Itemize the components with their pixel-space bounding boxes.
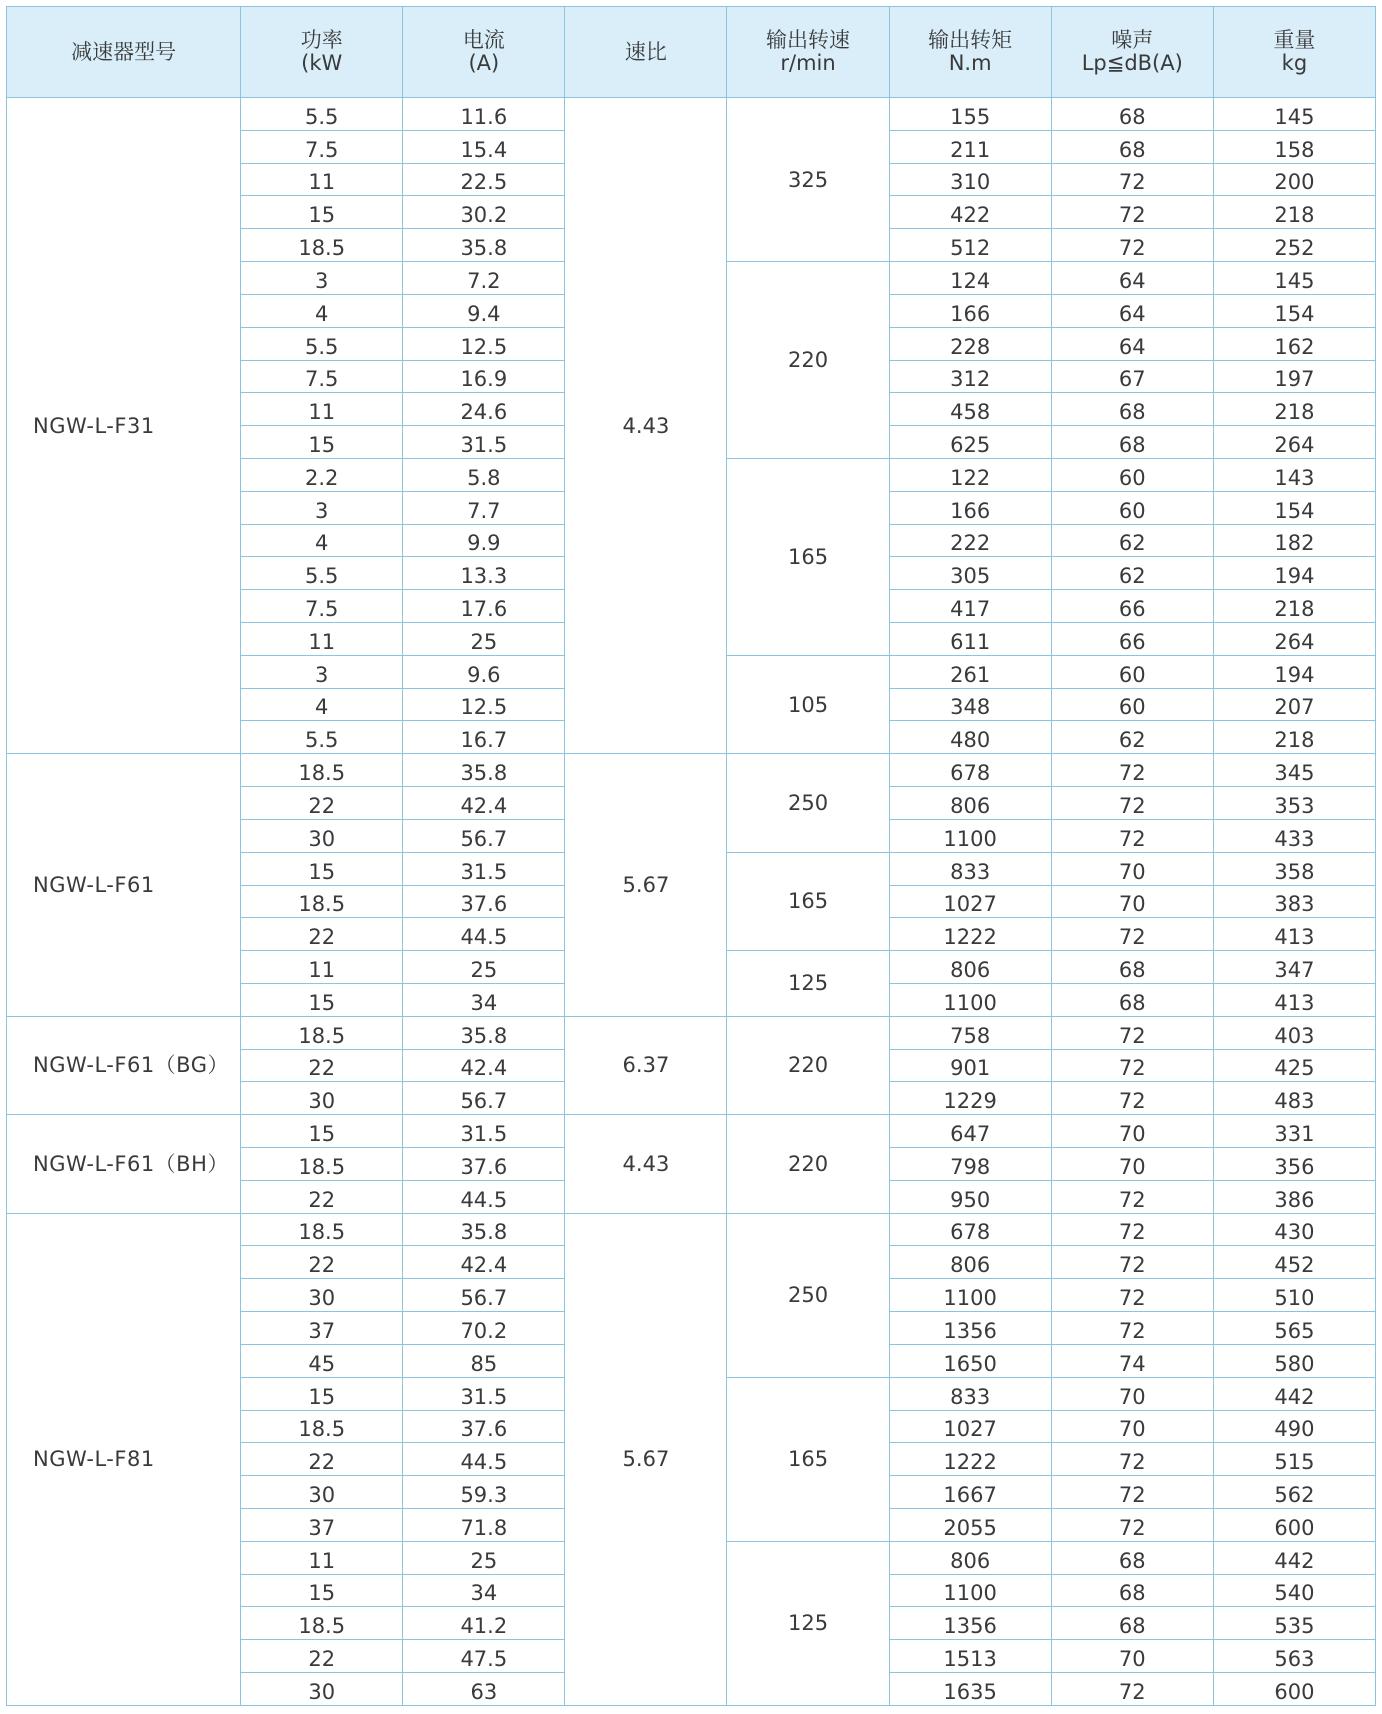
noise-cell: 72 <box>1051 1049 1213 1082</box>
power-cell: 45 <box>241 1344 403 1377</box>
output-torque-cell: 166 <box>889 294 1051 327</box>
output-speed-cell: 220 <box>727 262 889 459</box>
ratio-cell: 5.67 <box>565 1213 727 1705</box>
noise-cell: 68 <box>1051 951 1213 984</box>
weight-cell: 194 <box>1213 655 1375 688</box>
output-torque-cell: 1100 <box>889 1279 1051 1312</box>
weight-cell: 358 <box>1213 852 1375 885</box>
output-torque-cell: 422 <box>889 196 1051 229</box>
noise-cell: 60 <box>1051 655 1213 688</box>
noise-cell: 72 <box>1051 787 1213 820</box>
output-speed-cell: 250 <box>727 754 889 852</box>
header-noise: 噪声 Lp≦dB(A) <box>1051 7 1213 98</box>
table-row <box>7 1213 1376 1246</box>
output-torque-cell: 305 <box>889 557 1051 590</box>
ratio-cell: 5.67 <box>565 754 727 1017</box>
power-cell: 22 <box>241 918 403 951</box>
weight-cell: 386 <box>1213 1180 1375 1213</box>
weight-cell: 264 <box>1213 426 1375 459</box>
output-torque-cell: 1650 <box>889 1344 1051 1377</box>
power-cell: 18.5 <box>241 1607 403 1640</box>
noise-cell: 68 <box>1051 426 1213 459</box>
output-torque-cell: 1635 <box>889 1673 1051 1706</box>
noise-cell: 67 <box>1051 360 1213 393</box>
current-cell: 31.5 <box>403 1377 565 1410</box>
current-cell: 70.2 <box>403 1312 565 1345</box>
noise-cell: 66 <box>1051 590 1213 623</box>
noise-cell: 72 <box>1051 1213 1213 1246</box>
output-torque-cell: 806 <box>889 1541 1051 1574</box>
power-cell: 30 <box>241 1279 403 1312</box>
weight-cell: 145 <box>1213 262 1375 295</box>
power-cell: 3 <box>241 655 403 688</box>
current-cell: 9.4 <box>403 294 565 327</box>
weight-cell: 200 <box>1213 163 1375 196</box>
weight-cell: 425 <box>1213 1049 1375 1082</box>
weight-cell: 218 <box>1213 393 1375 426</box>
weight-cell: 452 <box>1213 1246 1375 1279</box>
spec-table-container <box>6 6 1376 1706</box>
output-torque-cell: 806 <box>889 1246 1051 1279</box>
power-cell: 11 <box>241 623 403 656</box>
model-cell: NGW-L-F31 <box>7 98 241 754</box>
output-speed-cell: 220 <box>727 1115 889 1213</box>
weight-cell: 218 <box>1213 196 1375 229</box>
power-cell: 30 <box>241 1082 403 1115</box>
current-cell: 56.7 <box>403 1082 565 1115</box>
output-torque-cell: 155 <box>889 98 1051 131</box>
noise-cell: 70 <box>1051 1410 1213 1443</box>
current-cell: 16.7 <box>403 721 565 754</box>
noise-cell: 62 <box>1051 524 1213 557</box>
weight-cell: 347 <box>1213 951 1375 984</box>
current-cell: 37.6 <box>403 1410 565 1443</box>
weight-cell: 194 <box>1213 557 1375 590</box>
table-row <box>7 1115 1376 1148</box>
model-cell: NGW-L-F61（BG） <box>7 1016 241 1114</box>
power-cell: 18.5 <box>241 1148 403 1181</box>
weight-cell: 353 <box>1213 787 1375 820</box>
power-cell: 15 <box>241 1115 403 1148</box>
output-torque-cell: 678 <box>889 1213 1051 1246</box>
current-cell: 37.6 <box>403 885 565 918</box>
table-row <box>7 1016 1376 1049</box>
header-power: 功率 (kW <box>241 7 403 98</box>
power-cell: 22 <box>241 1180 403 1213</box>
power-cell: 15 <box>241 426 403 459</box>
output-torque-cell: 901 <box>889 1049 1051 1082</box>
noise-cell: 72 <box>1051 819 1213 852</box>
output-speed-cell: 125 <box>727 951 889 1017</box>
output-speed-cell: 125 <box>727 1541 889 1705</box>
weight-cell: 143 <box>1213 458 1375 491</box>
power-cell: 18.5 <box>241 885 403 918</box>
noise-cell: 70 <box>1051 852 1213 885</box>
weight-cell: 182 <box>1213 524 1375 557</box>
power-cell: 5.5 <box>241 98 403 131</box>
power-cell: 22 <box>241 1246 403 1279</box>
power-cell: 11 <box>241 163 403 196</box>
noise-cell: 70 <box>1051 1640 1213 1673</box>
noise-cell: 70 <box>1051 885 1213 918</box>
noise-cell: 68 <box>1051 393 1213 426</box>
weight-cell: 252 <box>1213 229 1375 262</box>
power-cell: 15 <box>241 1574 403 1607</box>
power-cell: 4 <box>241 524 403 557</box>
header-ratio: 速比 <box>565 7 727 98</box>
current-cell: 35.8 <box>403 754 565 787</box>
noise-cell: 68 <box>1051 98 1213 131</box>
header-current: 电流 (A) <box>403 7 565 98</box>
model-cell: NGW-L-F81 <box>7 1213 241 1705</box>
current-cell: 24.6 <box>403 393 565 426</box>
output-torque-cell: 1222 <box>889 1443 1051 1476</box>
output-torque-cell: 950 <box>889 1180 1051 1213</box>
current-cell: 35.8 <box>403 1016 565 1049</box>
power-cell: 18.5 <box>241 1213 403 1246</box>
current-cell: 44.5 <box>403 1180 565 1213</box>
weight-cell: 145 <box>1213 98 1375 131</box>
table-row <box>7 754 1376 787</box>
power-cell: 5.5 <box>241 721 403 754</box>
output-torque-cell: 312 <box>889 360 1051 393</box>
weight-cell: 162 <box>1213 327 1375 360</box>
output-torque-cell: 611 <box>889 623 1051 656</box>
output-torque-cell: 1222 <box>889 918 1051 951</box>
weight-cell: 383 <box>1213 885 1375 918</box>
output-torque-cell: 758 <box>889 1016 1051 1049</box>
power-cell: 4 <box>241 294 403 327</box>
current-cell: 7.2 <box>403 262 565 295</box>
current-cell: 31.5 <box>403 426 565 459</box>
current-cell: 44.5 <box>403 1443 565 1476</box>
current-cell: 31.5 <box>403 852 565 885</box>
ratio-cell: 4.43 <box>565 1115 727 1213</box>
output-torque-cell: 1027 <box>889 885 1051 918</box>
current-cell: 13.3 <box>403 557 565 590</box>
current-cell: 5.8 <box>403 458 565 491</box>
noise-cell: 72 <box>1051 1246 1213 1279</box>
current-cell: 47.5 <box>403 1640 565 1673</box>
weight-cell: 356 <box>1213 1148 1375 1181</box>
current-cell: 9.6 <box>403 655 565 688</box>
weight-cell: 483 <box>1213 1082 1375 1115</box>
output-torque-cell: 647 <box>889 1115 1051 1148</box>
noise-cell: 72 <box>1051 1082 1213 1115</box>
current-cell: 31.5 <box>403 1115 565 1148</box>
noise-cell: 60 <box>1051 458 1213 491</box>
current-cell: 42.4 <box>403 787 565 820</box>
current-cell: 63 <box>403 1673 565 1706</box>
weight-cell: 403 <box>1213 1016 1375 1049</box>
noise-cell: 60 <box>1051 491 1213 524</box>
current-cell: 34 <box>403 983 565 1016</box>
noise-cell: 68 <box>1051 1541 1213 1574</box>
current-cell: 17.6 <box>403 590 565 623</box>
output-torque-cell: 348 <box>889 688 1051 721</box>
power-cell: 22 <box>241 1049 403 1082</box>
output-torque-cell: 261 <box>889 655 1051 688</box>
current-cell: 25 <box>403 951 565 984</box>
output-speed-cell: 325 <box>727 98 889 262</box>
power-cell: 15 <box>241 1377 403 1410</box>
output-torque-cell: 222 <box>889 524 1051 557</box>
weight-cell: 600 <box>1213 1673 1375 1706</box>
current-cell: 7.7 <box>403 491 565 524</box>
weight-cell: 154 <box>1213 294 1375 327</box>
current-cell: 44.5 <box>403 918 565 951</box>
current-cell: 25 <box>403 623 565 656</box>
current-cell: 11.6 <box>403 98 565 131</box>
power-cell: 18.5 <box>241 1016 403 1049</box>
current-cell: 16.9 <box>403 360 565 393</box>
output-speed-cell: 165 <box>727 458 889 655</box>
noise-cell: 72 <box>1051 196 1213 229</box>
output-torque-cell: 1100 <box>889 819 1051 852</box>
weight-cell: 515 <box>1213 1443 1375 1476</box>
weight-cell: 430 <box>1213 1213 1375 1246</box>
output-torque-cell: 228 <box>889 327 1051 360</box>
weight-cell: 413 <box>1213 918 1375 951</box>
weight-cell: 345 <box>1213 754 1375 787</box>
output-speed-cell: 165 <box>727 1377 889 1541</box>
current-cell: 35.8 <box>403 229 565 262</box>
power-cell: 22 <box>241 1640 403 1673</box>
model-cell: NGW-L-F61 <box>7 754 241 1017</box>
output-speed-cell: 220 <box>727 1016 889 1114</box>
power-cell: 2.2 <box>241 458 403 491</box>
power-cell: 7.5 <box>241 360 403 393</box>
output-torque-cell: 458 <box>889 393 1051 426</box>
power-cell: 3 <box>241 262 403 295</box>
output-speed-cell: 250 <box>727 1213 889 1377</box>
current-cell: 34 <box>403 1574 565 1607</box>
table-body <box>7 98 1376 1706</box>
header-model: 减速器型号 <box>7 7 241 98</box>
current-cell: 41.2 <box>403 1607 565 1640</box>
noise-cell: 70 <box>1051 1115 1213 1148</box>
weight-cell: 510 <box>1213 1279 1375 1312</box>
current-cell: 30.2 <box>403 196 565 229</box>
output-torque-cell: 1356 <box>889 1607 1051 1640</box>
output-torque-cell: 2055 <box>889 1508 1051 1541</box>
noise-cell: 72 <box>1051 1673 1213 1706</box>
output-torque-cell: 211 <box>889 130 1051 163</box>
weight-cell: 154 <box>1213 491 1375 524</box>
ratio-cell: 6.37 <box>565 1016 727 1114</box>
weight-cell: 442 <box>1213 1377 1375 1410</box>
noise-cell: 72 <box>1051 1443 1213 1476</box>
weight-cell: 207 <box>1213 688 1375 721</box>
noise-cell: 70 <box>1051 1148 1213 1181</box>
noise-cell: 68 <box>1051 983 1213 1016</box>
current-cell: 15.4 <box>403 130 565 163</box>
weight-cell: 218 <box>1213 590 1375 623</box>
noise-cell: 62 <box>1051 721 1213 754</box>
reducer-spec-table <box>6 6 1376 1706</box>
noise-cell: 68 <box>1051 130 1213 163</box>
weight-cell: 331 <box>1213 1115 1375 1148</box>
power-cell: 15 <box>241 852 403 885</box>
weight-cell: 600 <box>1213 1508 1375 1541</box>
output-torque-cell: 1229 <box>889 1082 1051 1115</box>
current-cell: 59.3 <box>403 1476 565 1509</box>
power-cell: 22 <box>241 787 403 820</box>
noise-cell: 64 <box>1051 294 1213 327</box>
weight-cell: 158 <box>1213 130 1375 163</box>
output-torque-cell: 678 <box>889 754 1051 787</box>
noise-cell: 70 <box>1051 1377 1213 1410</box>
power-cell: 5.5 <box>241 327 403 360</box>
weight-cell: 580 <box>1213 1344 1375 1377</box>
current-cell: 12.5 <box>403 327 565 360</box>
output-torque-cell: 166 <box>889 491 1051 524</box>
output-torque-cell: 122 <box>889 458 1051 491</box>
weight-cell: 563 <box>1213 1640 1375 1673</box>
output-torque-cell: 480 <box>889 721 1051 754</box>
power-cell: 30 <box>241 1673 403 1706</box>
noise-cell: 64 <box>1051 327 1213 360</box>
current-cell: 56.7 <box>403 819 565 852</box>
power-cell: 15 <box>241 196 403 229</box>
power-cell: 30 <box>241 819 403 852</box>
output-torque-cell: 806 <box>889 787 1051 820</box>
noise-cell: 72 <box>1051 1476 1213 1509</box>
power-cell: 7.5 <box>241 590 403 623</box>
weight-cell: 413 <box>1213 983 1375 1016</box>
output-torque-cell: 1027 <box>889 1410 1051 1443</box>
table-header <box>7 7 1376 98</box>
noise-cell: 72 <box>1051 1508 1213 1541</box>
current-cell: 22.5 <box>403 163 565 196</box>
power-cell: 11 <box>241 393 403 426</box>
noise-cell: 68 <box>1051 1574 1213 1607</box>
noise-cell: 72 <box>1051 163 1213 196</box>
power-cell: 22 <box>241 1443 403 1476</box>
power-cell: 37 <box>241 1508 403 1541</box>
power-cell: 18.5 <box>241 229 403 262</box>
power-cell: 15 <box>241 983 403 1016</box>
weight-cell: 264 <box>1213 623 1375 656</box>
current-cell: 42.4 <box>403 1049 565 1082</box>
output-speed-cell: 105 <box>727 655 889 753</box>
output-torque-cell: 1100 <box>889 983 1051 1016</box>
power-cell: 11 <box>241 1541 403 1574</box>
weight-cell: 490 <box>1213 1410 1375 1443</box>
weight-cell: 218 <box>1213 721 1375 754</box>
power-cell: 4 <box>241 688 403 721</box>
output-torque-cell: 1513 <box>889 1640 1051 1673</box>
power-cell: 7.5 <box>241 130 403 163</box>
power-cell: 3 <box>241 491 403 524</box>
noise-cell: 72 <box>1051 1180 1213 1213</box>
noise-cell: 72 <box>1051 754 1213 787</box>
power-cell: 18.5 <box>241 754 403 787</box>
header-row <box>7 7 1376 98</box>
current-cell: 42.4 <box>403 1246 565 1279</box>
weight-cell: 197 <box>1213 360 1375 393</box>
current-cell: 71.8 <box>403 1508 565 1541</box>
table-row <box>7 98 1376 131</box>
power-cell: 30 <box>241 1476 403 1509</box>
current-cell: 35.8 <box>403 1213 565 1246</box>
header-weight: 重量 kg <box>1213 7 1375 98</box>
weight-cell: 433 <box>1213 819 1375 852</box>
output-torque-cell: 512 <box>889 229 1051 262</box>
noise-cell: 68 <box>1051 1607 1213 1640</box>
power-cell: 5.5 <box>241 557 403 590</box>
power-cell: 37 <box>241 1312 403 1345</box>
ratio-cell: 4.43 <box>565 98 727 754</box>
output-torque-cell: 833 <box>889 852 1051 885</box>
noise-cell: 72 <box>1051 1312 1213 1345</box>
current-cell: 85 <box>403 1344 565 1377</box>
output-speed-cell: 165 <box>727 852 889 950</box>
current-cell: 9.9 <box>403 524 565 557</box>
noise-cell: 74 <box>1051 1344 1213 1377</box>
noise-cell: 62 <box>1051 557 1213 590</box>
current-cell: 25 <box>403 1541 565 1574</box>
weight-cell: 540 <box>1213 1574 1375 1607</box>
output-torque-cell: 625 <box>889 426 1051 459</box>
model-cell: NGW-L-F61（BH） <box>7 1115 241 1213</box>
output-torque-cell: 806 <box>889 951 1051 984</box>
output-torque-cell: 124 <box>889 262 1051 295</box>
weight-cell: 442 <box>1213 1541 1375 1574</box>
header-output-speed: 输出转速 r/min <box>727 7 889 98</box>
current-cell: 56.7 <box>403 1279 565 1312</box>
output-torque-cell: 417 <box>889 590 1051 623</box>
noise-cell: 66 <box>1051 623 1213 656</box>
power-cell: 11 <box>241 951 403 984</box>
output-torque-cell: 1100 <box>889 1574 1051 1607</box>
output-torque-cell: 310 <box>889 163 1051 196</box>
weight-cell: 565 <box>1213 1312 1375 1345</box>
output-torque-cell: 833 <box>889 1377 1051 1410</box>
current-cell: 37.6 <box>403 1148 565 1181</box>
noise-cell: 64 <box>1051 262 1213 295</box>
noise-cell: 72 <box>1051 918 1213 951</box>
weight-cell: 562 <box>1213 1476 1375 1509</box>
noise-cell: 60 <box>1051 688 1213 721</box>
weight-cell: 535 <box>1213 1607 1375 1640</box>
header-output-torque: 输出转矩 N.m <box>889 7 1051 98</box>
noise-cell: 72 <box>1051 1016 1213 1049</box>
output-torque-cell: 1356 <box>889 1312 1051 1345</box>
noise-cell: 72 <box>1051 229 1213 262</box>
output-torque-cell: 1667 <box>889 1476 1051 1509</box>
output-torque-cell: 798 <box>889 1148 1051 1181</box>
power-cell: 18.5 <box>241 1410 403 1443</box>
current-cell: 12.5 <box>403 688 565 721</box>
noise-cell: 72 <box>1051 1279 1213 1312</box>
